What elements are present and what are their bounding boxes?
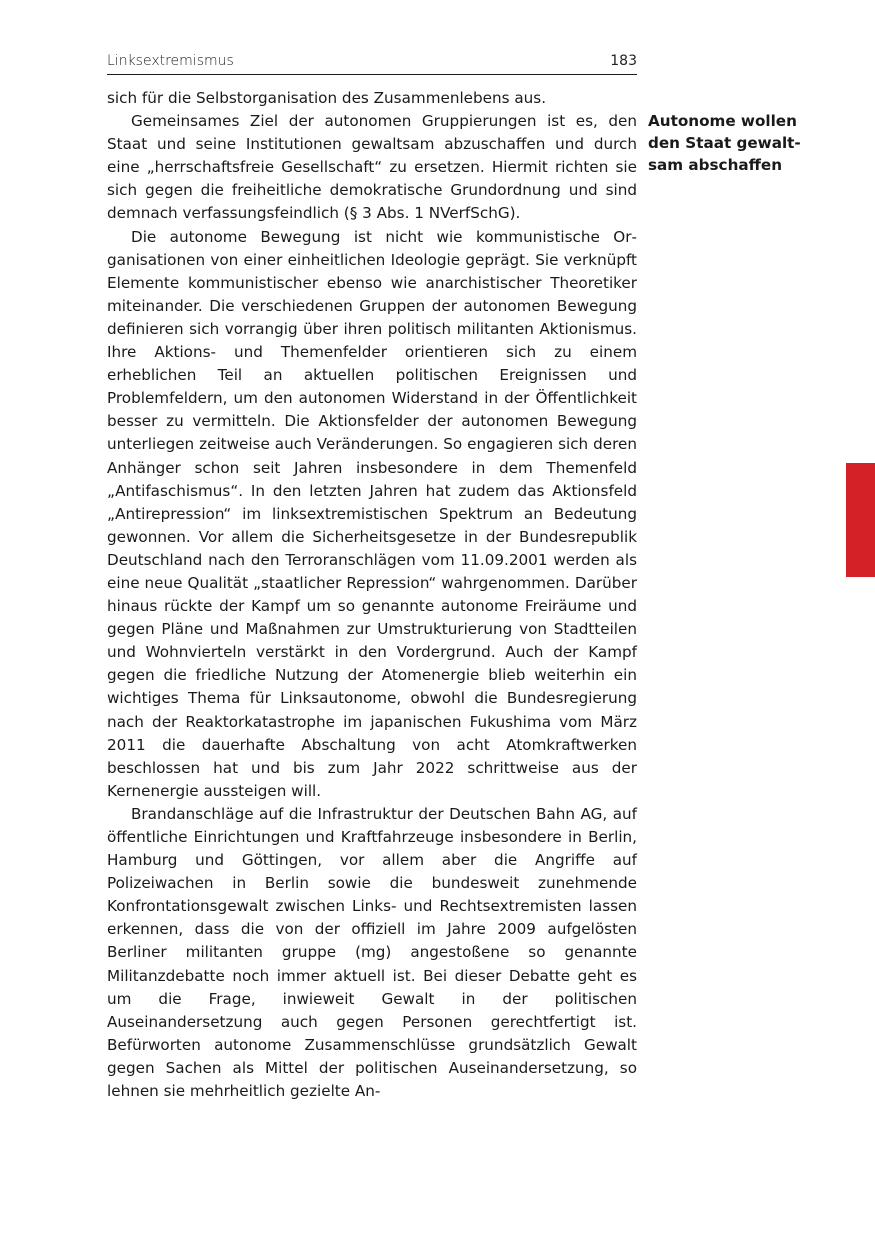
section-title: Linksextremismus bbox=[107, 53, 234, 69]
chapter-thumb-tab bbox=[846, 463, 875, 577]
margin-note-line: den Staat gewalt- bbox=[648, 134, 801, 152]
paragraph-goal: Gemeinsames Ziel der autonomen Gruppierungen ist es, den Staat und seine Institutionen gewaltsam abzuschaffen und durch eine „herrschaftsfreie Gesellschaft“ zu ersetzen. Hiermit richten sie sich gegen die freiheitliche demokratische Grundordnung und sind demnach verfassungsfeindlich (§ 3 Abs. 1 NVerfSchG). bbox=[107, 112, 637, 223]
paragraph-movement: Die autonome Bewegung ist nicht wie kommunistische Organisationen von einer einheitlichen Ideologie geprägt. Sie verknüpft Elemente kommunistischer ebenso wie anarchistischer Theoretiker miteinander. Die verschiedenen Gruppen der autonomen Bewegung definieren sich vorrangig über ihren politisch militanten Aktionismus. Ihre Aktions- und Themenfelder orientieren sich zu einem erheblichen Teil an aktuellen politischen Ereignissen und Problemfeldern, um den autonomen Widerstand in der Öffentlichkeit besser zu vermitteln. Die Aktionsfelder der autonomen Bewegung unterliegen zeitweise auch Veränderungen. So engagieren sich deren Anhänger schon seit Jahren insbesondere in dem Themenfeld „Antifaschismus“. In den letzten Jahren hat zudem das Aktionsfeld „Antirepression“ im linksextremistischen Spektrum an Bedeutung gewonnen. Vor allem die Sicherheitsgesetze in der Bundesrepublik Deutschland nach den Terroranschlägen vom 11.09.2001 werden als eine neue Qualität „staatlicher Repression“ wahrgenommen. Darüber hinaus rückte der Kampf um so genannte autonome Freiräume und gegen Pläne und Maßnahmen zur Umstrukturierung von Stadtteilen und Wohnvierteln verstärkt in den Vordergrund. Auch der Kampf gegen die friedliche Nutzung der Atomenergie blieb weiterhin ein wichtiges Thema für Linksautonome, obwohl die Bundesregierung nach der Reaktorkatastrophe im japanischen Fukushima vom März 2011 die dauerhafte Abschaltung von acht Atomkraftwerken beschlossen hat und bis zum Jahr 2022 schrittweise aus der Kernenergie aussteigen will. bbox=[107, 227, 637, 800]
margin-note bbox=[648, 110, 818, 176]
paragraph-attacks: Brandanschläge auf die Infrastruktur der Deutschen Bahn AG, auf öffentliche Einrichtungen und Kraftfahrzeuge insbesondere in Berlin, Hamburg und Göttingen, vor allem aber die Angriffe auf Polizeiwachen in Berlin sowie die bundesweit zunehmende Konfrontationsgewalt zwischen Links- und Rechtsextremisten lassen erkennen, dass die von der offiziell im Jahre 2009 aufgelösten Berliner militanten gruppe (mg) angestoßene so genannte Militanzdebatte noch immer aktuell ist. Bei dieser Debatte geht es um die Frage, inwieweit Gewalt in der politischen Auseinandersetzung auch gegen Personen gerechtfertigt ist. Befürworten autonome Zusammenschlüsse grundsätzlich Gewalt gegen Sachen als Mittel der politischen Auseinandersetzung, so lehnen sie mehrheitlich gezielte An- bbox=[107, 804, 637, 1101]
margin-note-line: Autonome wollen bbox=[648, 112, 797, 130]
paragraph-continuation: sich für die Selbstorganisation des Zusammenlebens aus. bbox=[107, 89, 547, 107]
running-header bbox=[107, 50, 637, 75]
body-text bbox=[107, 87, 637, 1103]
margin-note-line: sam abschaffen bbox=[648, 156, 783, 174]
page-number: 183 bbox=[610, 53, 637, 69]
